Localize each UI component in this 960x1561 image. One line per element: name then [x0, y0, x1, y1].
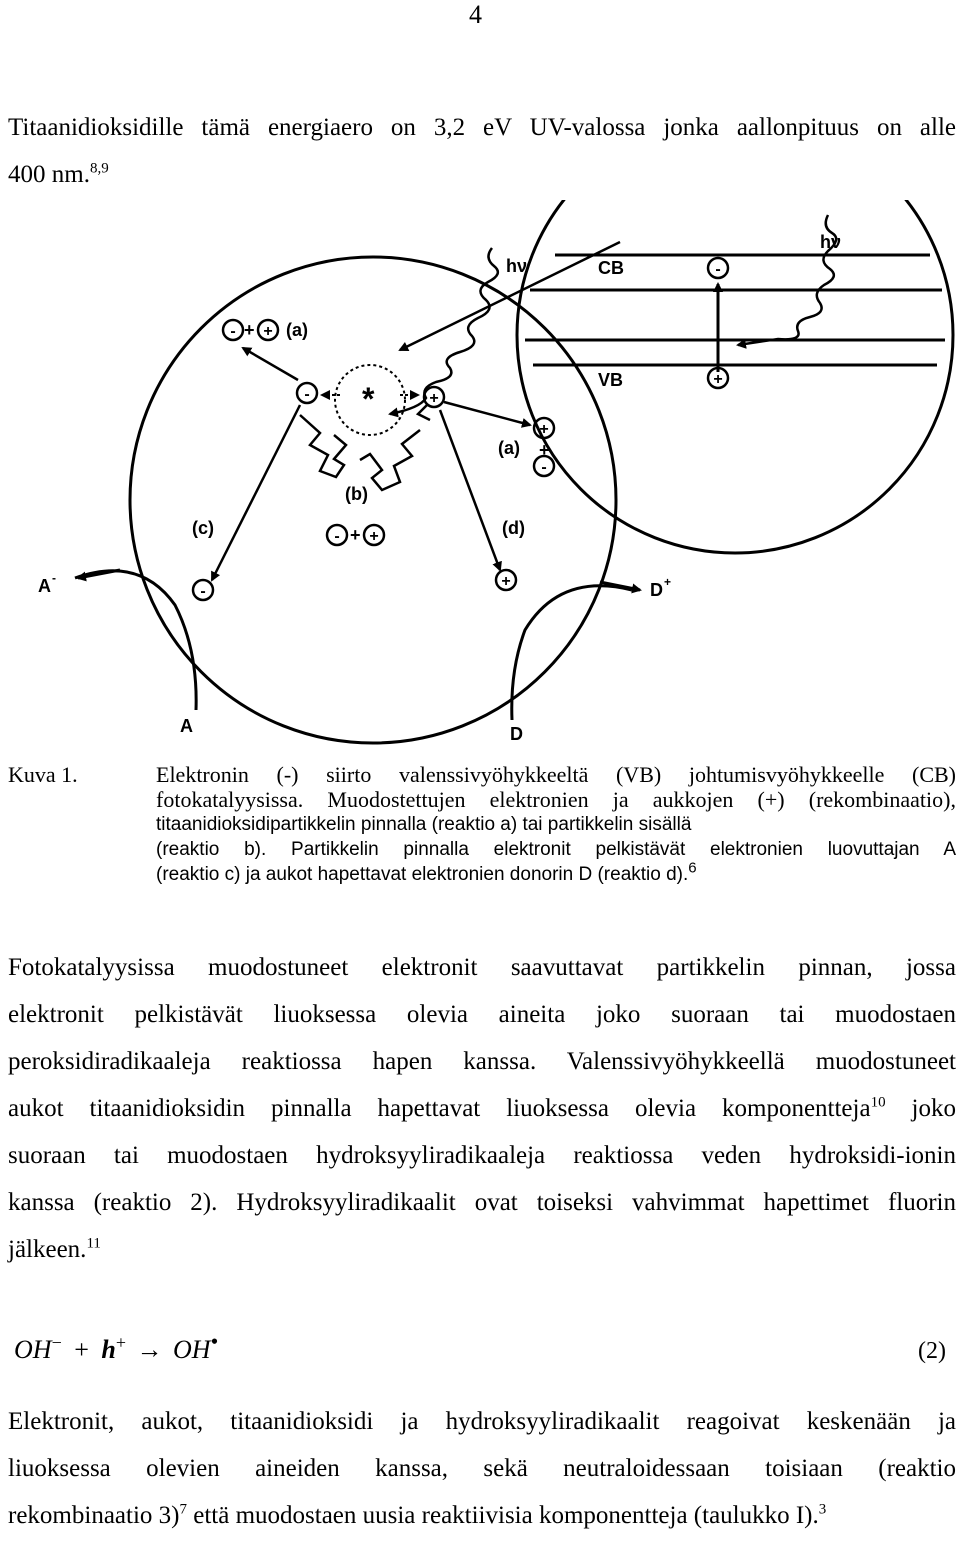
reaction-a-top-label: (a) — [286, 320, 308, 340]
svg-text:+: + — [244, 320, 255, 340]
vb-label: VB — [598, 370, 624, 390]
svg-text:+: + — [664, 575, 672, 589]
body-line-4: aukot titaanidioksidin pinnalla hapettavat liuoksessa olevia komponentteja$^{10}$ joko — [8, 1094, 956, 1122]
svg-text:-: - — [52, 571, 56, 585]
body-line-2: elektronit pelkistävät liuoksessa olevia aineita joko suoraan tai muodostaen — [8, 1001, 956, 1028]
hv-top-label: hν — [506, 256, 528, 276]
body-line-6: kanssa (reaktio 2). Hydroksyyliradikaalit ovat toiseksi vahvimmat hapettimet fluorin — [8, 1189, 956, 1216]
svg-text:-: - — [230, 323, 236, 340]
body2-reference-7: 7 — [179, 1501, 187, 1518]
body-reference-11: 11 — [86, 1235, 101, 1252]
donor-label: D — [510, 724, 523, 744]
caption-line-4: (reaktio b). Partikkelin pinnalla elektronit pelkistävät elektronien luovuttajan A — [156, 839, 956, 860]
reaction-a-right-label: (a) — [498, 438, 520, 458]
figure-caption — [156, 762, 956, 887]
svg-text:+: + — [539, 421, 549, 438]
body-line-7: jälkeen.$^{11}$ — [8, 1235, 101, 1263]
equation-2: OH− + h+ → OH• — [14, 1328, 219, 1364]
page-number: 4 — [469, 0, 482, 29]
reaction-b-label: (b) — [345, 484, 368, 504]
particle-circle — [130, 257, 616, 743]
band-lines — [525, 255, 945, 365]
equation-number: (2) — [918, 1338, 946, 1364]
caption-reference: 6 — [688, 859, 697, 877]
hv-right-label: hν — [820, 232, 842, 252]
intro-line-1: Titaanidioksidille tämä energiaero on 3,2 eV UV-valossa jonka aallonpituus on alle — [8, 114, 956, 141]
svg-text:-: - — [304, 386, 310, 403]
svg-text:+: + — [501, 573, 511, 590]
body-paragraph-1 — [8, 944, 956, 1273]
body-reference-10: 10 — [870, 1094, 886, 1111]
body-line-5: suoraan tai muodostaen hydroksyyliradikaaleja reaktiossa veden hydroksidi-ionin — [8, 1142, 956, 1169]
caption-line-3: titaanidioksidipartikkelin pinnalla (reaktio a) tai partikkelin sisällä — [156, 814, 692, 835]
body-line-1: Fotokatalyysissa muodostuneet elektronit saavuttavat partikkelin pinnan, jossa — [8, 954, 956, 981]
svg-text:+: + — [713, 371, 723, 388]
caption-line-5: (reaktio c) ja aukot hapettavat elektronien donorin D (reaktio d).$^6$ — [156, 859, 697, 885]
svg-text:-: - — [334, 528, 340, 545]
svg-text:-: - — [541, 459, 547, 476]
body2-reference-3: 3 — [818, 1501, 827, 1518]
excitation-star: * — [362, 381, 375, 417]
acceptor-reduced-label: A — [38, 576, 51, 596]
intro-paragraph — [8, 104, 956, 198]
svg-text:+: + — [429, 390, 439, 407]
svg-text:-: - — [200, 583, 206, 600]
caption-line-1: Elektronin (-) siirto valenssivyöhykkeeltä (VB) johtumisvyöhykkeelle (CB) — [156, 762, 956, 787]
intro-line-2: 400 nm.$^{8,9}$ — [8, 160, 109, 188]
body-line-3: peroksidiradikaaleja reaktiossa hapen kanssa. Valenssivyöhykkeellä muodostuneet — [8, 1048, 956, 1075]
caption-label: Kuva 1. — [8, 762, 78, 787]
body2-line-3: rekombinaatio 3)$^7$ että muodostaen uusia reaktiivisia komponentteja (taulukko I).$^3$ — [8, 1501, 827, 1529]
svg-text:-: - — [715, 261, 721, 278]
caption-line-2: fotokatalyysissa. Muodostettujen elektronien ja aukkojen (+) (rekombinaatio), — [156, 787, 956, 812]
reaction-c-label: (c) — [192, 518, 214, 538]
acceptor-curve — [75, 571, 196, 710]
body2-line-2: liuoksessa olevien aineiden kanssa, sekä neutraloidessaan toisiaan (reaktio — [8, 1455, 956, 1482]
svg-text:+: + — [350, 525, 361, 545]
reaction-d-label: (d) — [502, 518, 525, 538]
svg-text:+: + — [263, 323, 273, 340]
svg-text:+: + — [369, 528, 379, 545]
donor-oxidized-label: D — [650, 580, 663, 600]
cb-label: CB — [598, 258, 624, 278]
body-paragraph-2 — [8, 1398, 956, 1539]
photocatalysis-diagram — [0, 200, 960, 750]
acceptor-label: A — [180, 716, 193, 736]
svg-text:+: + — [539, 440, 550, 460]
body2-line-1: Elektronit, aukot, titaanidioksidi ja hydroksyyliradikaalit reagoivat keskenään ja — [8, 1408, 956, 1435]
donor-curve — [512, 586, 632, 720]
photon-wave-top — [390, 248, 498, 414]
intro-reference: 8,9 — [89, 160, 109, 177]
